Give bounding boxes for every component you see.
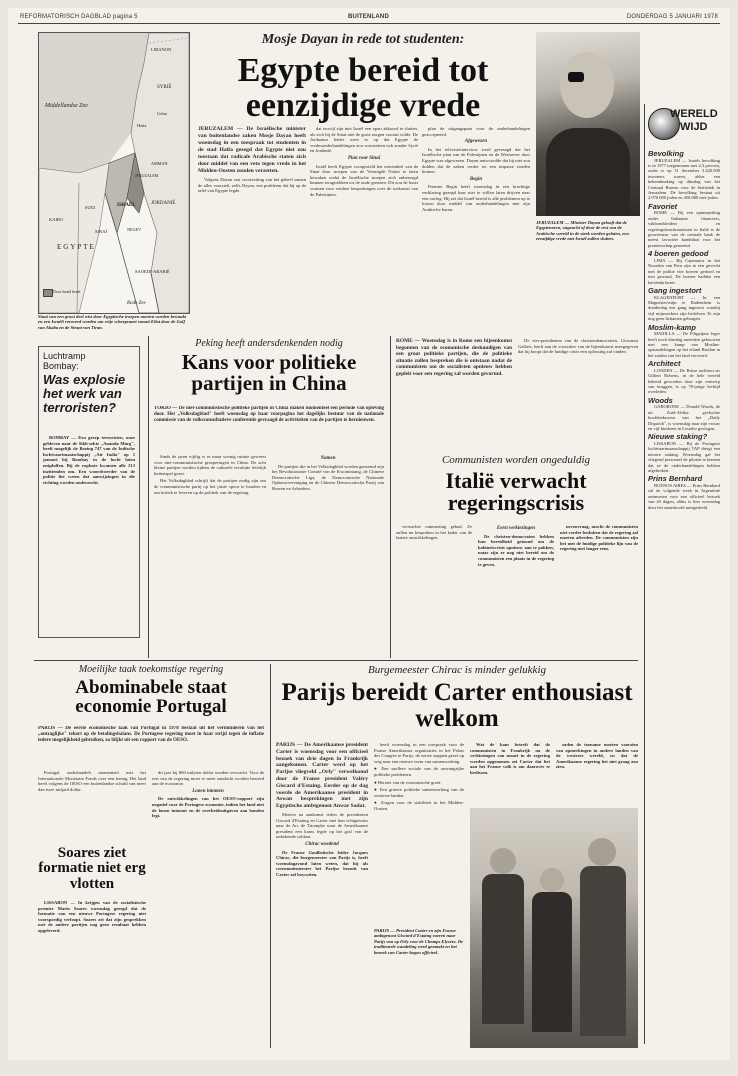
china-lede-text: TOKIO — De niet-communistische politieke partijen in China maken momenteel een periode van opleving door. Het „Volksdagblad" heeft woensdag op haar voorpagina het dagelijks bestuur van de nationale commissie van de volksconsultatieve conferentie gevraagd de activiteiten van de partijen te hernieuwen.: [154, 406, 384, 423]
lead-subhead: Plan voor Sinaï: [347, 155, 381, 161]
logo-text: WERELD: [670, 108, 718, 120]
map-legend: Door Israël bezet: [53, 289, 81, 294]
lead-paragraph: In het televisieinterview werd gevraagd dat het Israëlische plan van de Palestijnen en de Westoever door Egypte was afgewezen. Dayan antwoordde dat hij niet zou dulden dat de zaken verder tot een impasse zouden komen.: [422, 146, 530, 175]
rome-paragraph: De vier-presidenten van de christendemocraten, Giovanni Gallavi, heeft aan de voorzitter van de bijeenkomst meegegeven dat hij hoopt dat de huidige crisis een oplossing zal vinden.: [518, 338, 638, 355]
legend-swatch: [43, 289, 53, 297]
chirac-paragraph: Wat de kans betreft dat de communisten in Frankrijk na de verkiezingen van maart in de regering worden opgenomen zei Carter dat het aan het Franse volk is om daarover te beslissen.: [470, 742, 550, 775]
brief-text: LIMA — Bij Cajamarca in het Noorden van Peru zijn in een gevecht met de politie vier boeren gedood en tien gewond. De boeren hadden een haciënda bezet.: [648, 257, 720, 285]
chirac-kicker: Burgemeester Chirac is minder gelukkig: [368, 664, 546, 676]
map-label: Rode Zee: [127, 301, 146, 306]
map-label: KAIRO: [49, 217, 64, 222]
brief-text: MANILLA — De Filippijnse leger heeft noch dinsdag meerdere gebouwen met een kamp van Moslim-opstandelingen op het eiland Basilan in het zuiden van het land veroverd.: [648, 331, 720, 358]
dayan-caption: JERUZALEM — Minister Dayan gelooft dat de Egyptenaren, ongeacht of door de rest van de Arabische wereld in de steek worden gelaten, een eenzijdige vrede met Israël zullen sluiten.: [536, 220, 629, 242]
figure-body: [532, 892, 572, 1032]
map-label: AMMAN: [151, 161, 168, 166]
lead-paragraph: Volgens Dayan zou voortzetting van het geheel samen de alles voorstelt, zelfs Dayan, een probleem dat hij op de tafel van Egypte legde.: [198, 177, 306, 194]
lead-subhead: Begin: [469, 176, 483, 182]
carter-photo: [470, 808, 638, 1048]
dayan-photo: [536, 32, 640, 216]
italy-column-1: [396, 524, 472, 654]
figure-body: [580, 866, 626, 1036]
chirac-bullet-text: Een snellere sociale van de omvangrijke politieke problemen.: [374, 766, 464, 777]
map-label: SINAÏ: [95, 229, 107, 234]
section-rule: [34, 660, 638, 661]
italy-headline: Italië verwacht regeringscrisis: [445, 468, 587, 516]
brief-text: BUENOS AIRES — Prins Bernhard zal de volgende week in Argentinië ontmoeten voor een officieel bezoek van 20 dagen, aldus is hier woensdag door het staatshoofd meegedeeld.: [648, 483, 720, 510]
portugal-lede-text: PARIJS — De eerste economische taak van Portugal in 1978 bestaat uit het verminderen van het „ontzaglijke" tekort op de betalingsbalans. De Portugese regering moet in haar strijd tegen de inflatie iedere mogelijkheid gebruiken, zo blijkt uit een rapport van de OESO.: [38, 726, 264, 743]
rome-lede: ROME — Woensdag is in Rome een bijeenkomst begonnen van de economische deskundigen van een groot politieke partijen, die de politieke situatie zullen bespreken die is ontstaan nadat de communisten om de socialisten opnieuw hebben gepleit voor een regering zal worden gevormd.: [396, 338, 512, 377]
portrait-face: [560, 52, 614, 118]
chirac-bullet: ● Zorgen voor de stabiliteit in het Midden-Oosten.: [374, 800, 464, 811]
china-column-1: [154, 454, 266, 654]
brief-title: Nieuwe staking?: [648, 432, 708, 442]
italy-kicker: Communisten worden ongeduldig: [441, 454, 591, 466]
brief-title: Prins Bernhard: [648, 474, 703, 484]
chirac-paragraph: Meteen na aankomst reden de presidenten Giscard d'Estaing en Carter met hun echtgenotes naar de Arc de Triomphe waar de Amerikaanse president een krans legde op het graf van de onbekende soldaat.: [276, 811, 368, 840]
map-label: SUEZ: [85, 205, 96, 210]
lead-paragraph: dat terwijl zijn niet Israël een apart akkoord te sluiten, als zich bij de Sinaï niet de grote zorgen vooruit wilde. De Jordaanse leider wees er op dat Egypte de vredesonderhandelingen zou voortzetten ook zonder Syrië en Jordanië.: [310, 126, 418, 154]
lead-paragraph: Premier Begin heeft woensdag in een krachtige verklaring gezegd haar niet te willen laten drijven naar een oorlog. Hij zei dat Israël bereid is alle problemen op te lossen door middel van onderhandelingen met zijn Arabische buren.: [422, 184, 530, 212]
chirac-bullet-text: Zorgen voor de stabiliteit in het Midden-Oosten.: [374, 800, 464, 811]
column-rule: [644, 104, 645, 1044]
bombay-body: [43, 435, 135, 631]
china-paragraph: De partijen die in het Volksdagblad worden genoemd zijn het Revolutionaire Comité van de Kwomintang, de Chinese Democratische Liga, de Democratische Nationale Opbouwvereniging en de Chinese Democratische Partij van Boeren en Arbeiders.: [272, 463, 384, 491]
china-column-2: [272, 454, 384, 654]
portugal-subhead: Lonen intomen: [192, 788, 224, 794]
brief-title: Favoriet: [648, 201, 678, 211]
portugal-paragraph: Portugal onderhandelt momenteel met het Internationale Monetaire Fonds over een lening. Het land heeft volgens de OESO een buitenlandse schuld van meer dan twee miljard dollar.: [38, 770, 146, 792]
figure-head: [540, 868, 564, 892]
masthead-rule: [18, 23, 720, 24]
rome-column-1: [396, 338, 512, 448]
map-label: EGYPTE: [57, 243, 96, 251]
chirac-headline: Parijs bereidt Carter enthousiast welkom: [281, 679, 633, 732]
chirac-lede: PARIJS — De Amerikaanse president Carter is woensdag voor een officieel bezoek van drie dagen in Frankrijk aangekomen. Carter werd op het Parijse vliegveld „Orly" verwelkomd door de Franse president Valéry Giscard d'Estaing. Eerder op de dag voerde de Amerikaanse president in Aswan besprekingen met zijn Egyptische ambtgenoot Anwar Sadat.: [276, 742, 368, 810]
china-subhead: Namen: [320, 456, 336, 461]
wereld-wijd-logo: [648, 104, 718, 144]
lead-column-3: [422, 126, 530, 332]
chirac-bullet: ● Een snellere sociale van de omvangrijke politieke problemen.: [374, 766, 464, 777]
lead-headline: Egypte bereid tot eenzijdige vrede: [237, 52, 489, 124]
china-headline: Kans voor politieke partijen in China: [181, 350, 357, 396]
figure-head: [588, 838, 616, 866]
chirac-bullet: ● Herziet van de economische groei.: [374, 779, 442, 785]
chirac-paragraph: heeft woensdag in een toespraak voor de Franse Amerikaanse organisaties in het Palais des Congrès te Parijs, de eerste stappen gezet op weg naar een nieuwe vorm van samenwerking.: [374, 742, 464, 764]
brief-text: JERUZALEM — Israëls bevolking is in 1977 toegenomen met 2,3 procent, zodat er op 31 december 3.420.000 inwoners waren, aldus een bekendmaking op dinsdag van het Centraal Bureau voor de Statistiek in Jeruzalem. De bevolking bestaat uit 2.970.000 joden en 450.000 niet-joden.: [648, 157, 720, 201]
map-label: Haifa: [137, 123, 147, 128]
brief-title: Woods: [648, 395, 673, 405]
china-lede: [154, 406, 384, 450]
brief-title: Moslim-kamp: [648, 322, 696, 332]
chirac-bullet-text: Een grotere politieke samenwerking van de westerse landen.: [374, 787, 464, 798]
map-caption: Sinaï van een groot deel wist door Egyptische troepen moeten worden bewaakt en een Israëli veroverd worden om vrije scheepvaart vanuit Eilat door de Golf van Akaba en de Straat van Tiran.: [38, 314, 187, 330]
bombay-kicker: Luchtramp: [43, 351, 86, 361]
issue-date: DONDERDAG 5 JANUARI 1978: [626, 14, 718, 20]
brief-text: GABORONE — Donald Woods, de uit Zuid-Afrika gevluchte hoofdredacteur van het „Daily Dispatch", is woensdag naar zijn vrouw en vijf kinderen in Lesotho gevlogen.: [648, 404, 720, 431]
portugal-paragraph: dit jaar bij 800 miljoen dollar worden verwacht. Voor de rest van de regering moet er meer aandacht worden besteed aan de economie.: [152, 770, 264, 787]
map-label: JERUZALEM: [135, 173, 159, 178]
chirac-bullet: ● Een grotere politieke samenwerking van de westerse landen.: [374, 787, 464, 798]
italy-paragraph: De christen-democraten hebben hun bereidheid getoond om de kabinetscrisis opnieuw aan te pakken, maar zijn ze nog niet bereid om de communisten een plaats in de regering te geven.: [478, 533, 554, 567]
map-label: SYRIË: [157, 85, 172, 90]
lead-kicker: Mosje Dayan in rede tot studenten:: [261, 32, 465, 47]
chirac-bullet-text: Herziet van de economische groei.: [377, 779, 442, 785]
portrait-suit: [546, 128, 630, 216]
chirac-paragraph: zaden de toename moeten voorzien van opmerkingen in andere landen van de westerse wereld, en dat de Amerikaanse regering het niet graag zou zien.: [556, 742, 638, 770]
newspaper-page: [8, 8, 730, 1060]
brief-title: Bevolking: [648, 149, 684, 158]
china-paragraph: Sinds de jaren vijftig is er maar weinig ruimte geweest voor niet-communistische groeperingen in China. De acht kleine partijen werden tijdens de culturele revolutie feitelijk buitenspel gezet.: [154, 454, 266, 476]
map-label: NEGEV: [127, 227, 142, 232]
figure-body: [482, 874, 524, 1024]
figure-head: [490, 848, 516, 874]
middle-east-map: [38, 32, 190, 314]
lead-paragraph: Israël heeft Egypte voorgesteld het merendeel van de Sinaï door troepen van de Verenigde Naties te laten bewaken zodat de Israëlische troepen zich onbezorgd kunnen terugtrekken tot de oude grenzen. Dit zou de basis vormen voor verdere besprekingen over de toekomst van de Palestijnen.: [310, 163, 418, 197]
portugal-column-2: [152, 770, 264, 1050]
soares-body: [38, 900, 146, 1050]
chirac-column-2: [374, 742, 464, 922]
paper-name: REFORMATORISCH DAGBLAD pagina 5: [20, 14, 138, 20]
italy-column-2: [478, 524, 554, 654]
brief-text: LISSABON — Bij de Portugese luchtvaartmaatschappij TAP dreigt een nieuwe staking. Woensdag gaf het vliegend personeel de piloten te kennen dat ze de onderhandelingen hebben afgebroken.: [648, 441, 720, 474]
column-rule: [148, 336, 149, 658]
chirac-paragraph: De Franse Gaullistische leider Jacques Chirac, die burgemeester van Parijs is, heeft woensdagavond laten weten, dat hij als ceremoniemeester het Parijse bezoek van Carter zal boycotten.: [276, 849, 368, 877]
lead-column-2: [310, 126, 418, 332]
chirac-subhead: Chirac woedend: [305, 841, 339, 847]
bombay-text: BOMBAY — Een groep terroristen, onze gebleven naar de Sikh-sekte „Ananda Marg", heeft mogelijk de Boeing 747 van de Indische luchtvaartmaatschappij „Air India" op 1 januari bij Bombay in de lucht laten ontploffen. Bij de explosie kwamen alle 213 inzittenden om. Een woordvoerder van de politie liet weten dat aanwijzingen in die richting worden onderzocht.: [43, 435, 135, 485]
rome-column-2: [518, 338, 638, 448]
china-paragraph: Het Volksdagblad schrijft dat de partijen nodig zijn om de communistische partij op het juiste spoor te houden en om kritiek te leveren op de politiek van de regering.: [154, 478, 266, 495]
soares-text: LISSABON — In krijgen van de socialistische premier Mario Soares woensdag gezegd dat de formatie van een nieuwe Portugese regering niet voorspoedig verloopt. Soares zei dat zijn gesprekken met de andere partijen nog geen resultaat hebben opgeleverd.: [38, 900, 146, 933]
italy-subhead: Eerst verkiezingen: [496, 526, 536, 531]
column-rule: [390, 336, 391, 658]
bombay-headline: Was explosie het werk van terroristen?: [43, 372, 126, 415]
bombay-kicker: Bombay:: [43, 361, 79, 371]
lead-paragraph: plan de uitgangspunt voor de onderhandelingen geaccepteerd.: [422, 126, 530, 137]
map-label: Golan: [157, 111, 167, 116]
chirac-column-1: [276, 742, 368, 1048]
map-label: SAOEDI-ARABIË: [135, 269, 170, 274]
eye-patch: [568, 72, 584, 82]
lead-subhead: Afgewezen: [464, 139, 488, 145]
brief-title: 4 boeren gedood: [648, 249, 709, 259]
carter-caption: PARIJS — President Carter en zijn Franse ambtgenoot Giscard d'Estaing voeren naar Parijs van op Orly voor de Champs Elysées. De traditionele wandeling werd gemaakt en het bezoek van Carter begon officieel.: [374, 928, 464, 955]
italy-paragraph: nevenvraag, mocht de communisten niet verder besluiten dat de regering zal moeten aftreden. De communisten zijn het met de huidige politieke lijn van de regering niet langer eens.: [560, 524, 638, 552]
chirac-column-3: [470, 742, 550, 802]
brief-title: Gang ingestort: [648, 285, 702, 295]
lead-lede: JERUZALEM — De Israëlische minister van buitenlandse zaken Mosje Dayan heeft woensdag in een toespraak tot studenten in de stad Haifa gezegd dat Egypte niet zou toestaan dat radicale Arabische staten zich door middel van een veto tegen vrede in het Midden-Oosten zouden verzetten.: [198, 126, 306, 174]
brief-text: KLAGENFURT — In een Magnesiet-mijn te Radenthein is donderdag een gang ingestort waarbij vijf mijnwerkers zijn bedolven. Er zijn nog geen lichamen geborgen.: [648, 294, 720, 322]
wereld-wijd-column: [648, 148, 720, 1048]
logo-text: WIJD: [680, 121, 708, 133]
italy-column-3: [560, 524, 638, 654]
column-rule: [270, 664, 271, 1048]
map-label: Middellandse Zee: [45, 103, 88, 109]
china-kicker: Peking heeft andersdenkenden nodig: [195, 338, 343, 349]
map-label: JORDANIË: [151, 201, 176, 206]
soares-headline: Soares ziet formatie niet erg vlotten: [38, 845, 146, 892]
portugal-column-1: [38, 770, 146, 840]
bombay-box: [38, 346, 140, 638]
section-title: BUITENLAND: [348, 14, 389, 20]
map-label: LIBANON: [151, 47, 172, 52]
portugal-lede: [38, 726, 264, 766]
italy-paragraph: verwachte ontmoeting gehad. Ze zullen nu bespreken in het kader van de laatste ontwikkelingen.: [396, 524, 472, 541]
brief-text: ROME — Bij een opiniepeiling onder Italiaanse financiers, vakbondsleiders en regeringsfunctionarissen in Italië is de gouverneur van de centrale bank de meest favoriete kandidaat voor het premierschap genoemd.: [648, 210, 720, 248]
lead-column-1: [198, 126, 306, 316]
brief-text: LONDEN — De Britse architect sir Gilbert Roberts, in de hele wereld bekend geworden door zijn ontwerp van bruggen, is op 78-jarige leeftijd overleden.: [648, 367, 720, 395]
chirac-column-4: [556, 742, 638, 802]
portugal-kicker: Moeilijke taak toekomstige regering: [78, 664, 224, 675]
portugal-headline: Abominabele staat economie Portugal: [75, 677, 227, 718]
portugal-paragraph: De ontwikkelingen van het OESO-rapport zijn negatief voor de Portugese economie, indien het land niet de lonen intoomt en de overheidsuitgaven aan banden legt.: [152, 796, 264, 819]
brief-title: Architect: [648, 359, 681, 369]
map-label: ISRAËL: [117, 203, 136, 208]
